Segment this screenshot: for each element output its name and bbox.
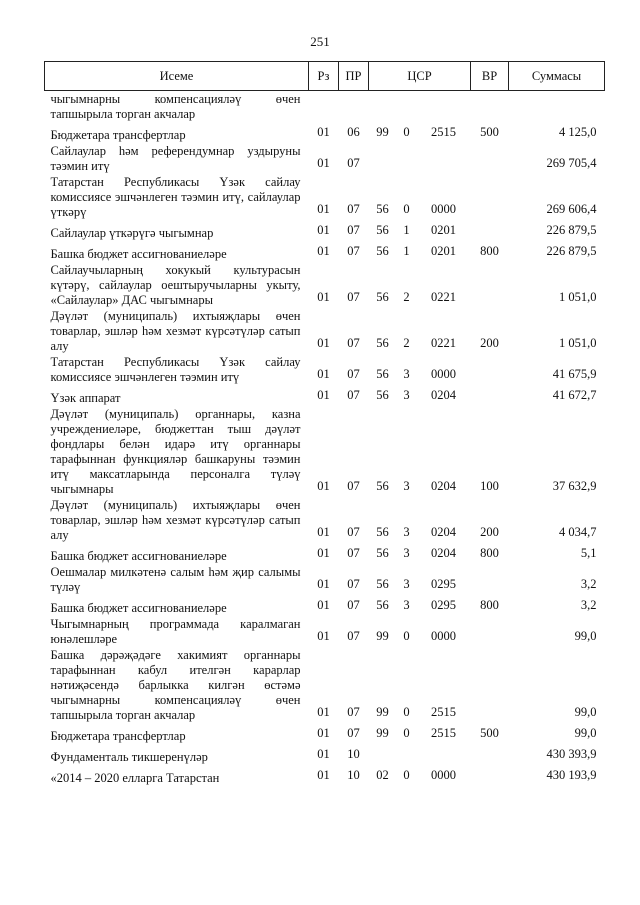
row-csr-code: 0000 [431, 202, 456, 216]
row-vr: 500 [480, 726, 499, 740]
header-vr: ВР [471, 62, 509, 91]
row-sum: 41 675,9 [552, 367, 597, 381]
row-csr-program: 56 [376, 479, 389, 493]
row-csr-sub: 1 [403, 244, 410, 258]
row-csr-code: 0000 [431, 768, 456, 782]
table-row [45, 262, 605, 308]
table-row [45, 122, 605, 143]
row-sum: 3,2 [580, 598, 597, 612]
row-csr-sub: 0 [403, 629, 410, 643]
row-name: Башка бюджет ассигнованиеләре [50, 549, 227, 563]
row-csr-program: 99 [376, 125, 389, 139]
row-csr-sub: 0 [403, 726, 410, 740]
row-name: Фундаменталь тикшеренүләр [50, 750, 208, 764]
row-vr [471, 262, 509, 308]
table-row [45, 647, 605, 723]
row-sum: 1 051,0 [559, 336, 597, 350]
row-rz [309, 91, 339, 123]
row-csr-sub: 2 [403, 336, 410, 350]
row-rz: 01 [317, 525, 330, 539]
table-row [45, 543, 605, 564]
row-csr-sub: 0 [403, 768, 410, 782]
row-rz: 01 [317, 223, 330, 237]
row-rz: 01 [317, 726, 330, 740]
row-pr: 07 [347, 629, 360, 643]
row-csr-program: 56 [376, 598, 389, 612]
row-pr: 07 [347, 336, 360, 350]
row-csr-code: 0204 [431, 388, 456, 402]
row-pr: 07 [347, 223, 360, 237]
row-csr-code: 0204 [431, 546, 456, 560]
row-vr [471, 385, 509, 406]
table-row [45, 220, 605, 241]
row-name: Чыгымнарның программада каралмаган юнәлешләре [50, 617, 301, 646]
row-csr-program: 56 [376, 223, 389, 237]
table-row [45, 744, 605, 765]
row-csr-sub: 0 [403, 125, 410, 139]
row-csr-sub: 0 [403, 202, 410, 216]
table-row [45, 595, 605, 616]
header-csr: ЦСР [369, 62, 471, 91]
row-pr: 07 [347, 598, 360, 612]
row-pr: 07 [347, 525, 360, 539]
table-row [45, 765, 605, 786]
row-sum: 4 125,0 [559, 125, 597, 139]
row-rz: 01 [317, 747, 330, 761]
row-pr: 07 [347, 705, 360, 719]
row-pr [339, 91, 369, 123]
table-row [45, 143, 605, 174]
row-vr: 100 [480, 479, 499, 493]
row-csr-code: 0000 [431, 367, 456, 381]
row-rz: 01 [317, 244, 330, 258]
row-rz: 01 [317, 290, 330, 304]
row-csr-sub [397, 91, 417, 123]
row-csr-program: 56 [376, 546, 389, 560]
row-csr-code: 0201 [431, 223, 456, 237]
header-name: Исеме [45, 62, 309, 91]
row-csr-sub: 3 [403, 546, 410, 560]
row-vr: 200 [480, 336, 499, 350]
row-name: Дәүләт (муниципаль) органнары, казна учреждениеләре, бюджеттан тыш дәүләт фондлары белән идарә итү органнары тарафыннан функцияләр башкаруны тәэмин итү максатларында персоналга түләү чыгымнары [50, 407, 301, 496]
row-csr-code [417, 744, 471, 765]
row-vr [471, 91, 509, 123]
table-row [45, 354, 605, 385]
row-csr-code: 2515 [431, 125, 456, 139]
row-vr [471, 616, 509, 647]
row-vr [471, 744, 509, 765]
header-rz: Рз [309, 62, 339, 91]
row-sum: 41 672,7 [552, 388, 597, 402]
row-sum: 3,2 [580, 577, 597, 591]
row-vr [471, 174, 509, 220]
table-row [45, 564, 605, 595]
row-csr-program: 99 [376, 629, 389, 643]
table-row [45, 406, 605, 497]
table-row [45, 91, 605, 123]
row-csr-code: 0295 [431, 577, 456, 591]
row-csr-program [369, 744, 397, 765]
row-pr: 07 [347, 244, 360, 258]
row-vr [471, 354, 509, 385]
table-row [45, 308, 605, 354]
row-rz: 01 [317, 202, 330, 216]
row-csr-sub: 3 [403, 577, 410, 591]
row-csr-sub: 3 [403, 388, 410, 402]
row-csr-sub: 3 [403, 525, 410, 539]
row-name: Бюджетара трансфертлар [50, 729, 186, 743]
row-pr: 10 [347, 768, 360, 782]
row-sum: 99,0 [574, 705, 597, 719]
row-csr-program: 99 [376, 726, 389, 740]
row-rz: 01 [317, 768, 330, 782]
row-csr-code [417, 143, 471, 174]
row-csr-program: 02 [376, 768, 389, 782]
row-csr-program [369, 143, 397, 174]
row-vr [471, 765, 509, 786]
row-rz: 01 [317, 125, 330, 139]
row-pr: 07 [347, 290, 360, 304]
row-name: Сайлаулар үткәрүгә чыгымнар [50, 226, 214, 240]
row-csr-sub: 3 [403, 598, 410, 612]
row-vr [471, 647, 509, 723]
row-csr-program: 56 [376, 336, 389, 350]
row-csr-program: 99 [376, 705, 389, 719]
row-pr: 07 [347, 156, 360, 170]
row-csr-sub [397, 143, 417, 174]
row-rz: 01 [317, 367, 330, 381]
row-sum: 269 705,4 [546, 156, 597, 170]
row-rz: 01 [317, 388, 330, 402]
row-name: чыгымнарны компенсацияләү өчен тапшырыла торган акчалар [50, 92, 301, 121]
row-vr [471, 143, 509, 174]
row-name: Сайлаулар һәм референдумнар уздыруны тәэмин итү [50, 144, 301, 173]
row-sum: 99,0 [574, 629, 597, 643]
row-vr: 800 [480, 546, 499, 560]
budget-table [44, 61, 605, 786]
row-csr-program: 56 [376, 367, 389, 381]
row-name: Татарстан Республикасы Үзәк сайлау комиссиясе эшчәнлеген тәэмин итү [50, 355, 301, 384]
row-csr-program: 56 [376, 525, 389, 539]
row-csr-program: 56 [376, 577, 389, 591]
row-csr-sub: 2 [403, 290, 410, 304]
row-name: Бюджетара трансфертлар [50, 128, 186, 142]
row-vr: 200 [480, 525, 499, 539]
row-pr: 10 [347, 747, 360, 761]
row-sum [509, 91, 605, 123]
row-sum: 37 632,9 [552, 479, 597, 493]
page-number: 251 [310, 34, 330, 49]
row-sum: 430 193,9 [546, 768, 597, 782]
row-csr-code: 0221 [431, 290, 456, 304]
row-rz: 01 [317, 705, 330, 719]
row-csr-sub: 1 [403, 223, 410, 237]
row-pr: 07 [347, 577, 360, 591]
header-pr: ПР [339, 62, 369, 91]
table-row [45, 723, 605, 744]
row-csr-code: 0295 [431, 598, 456, 612]
row-name: Татарстан Республикасы Үзәк сайлау комиссиясе эшчәнлеген тәэмин итү, сайлаулар үткәрү [50, 175, 301, 219]
row-sum: 5,1 [580, 546, 597, 560]
row-name: Дәүләт (муниципаль) ихтыяҗлары өчен товарлар, эшләр һәм хезмәт күрсәтүләр сатып алу [50, 309, 301, 353]
row-csr-code: 0204 [431, 479, 456, 493]
row-rz: 01 [317, 577, 330, 591]
row-name: Оешмалар милкәтенә салым һәм җир салымы түләү [50, 565, 301, 594]
row-csr-sub: 3 [403, 479, 410, 493]
row-pr: 07 [347, 479, 360, 493]
row-csr-code: 0204 [431, 525, 456, 539]
table-row [45, 497, 605, 543]
row-sum: 99,0 [574, 726, 597, 740]
row-name: «2014 – 2020 елларга Татарстан [50, 771, 220, 785]
row-name: Башка бюджет ассигнованиеләре [50, 601, 227, 615]
row-csr-program: 56 [376, 290, 389, 304]
table-row [45, 241, 605, 262]
row-csr-program: 56 [376, 244, 389, 258]
row-rz: 01 [317, 546, 330, 560]
row-rz: 01 [317, 598, 330, 612]
header-sum: Суммасы [509, 62, 605, 91]
row-csr-code: 0000 [431, 629, 456, 643]
row-rz: 01 [317, 479, 330, 493]
row-pr: 07 [347, 367, 360, 381]
row-sum: 269 606,4 [546, 202, 597, 216]
row-rz: 01 [317, 156, 330, 170]
row-pr: 07 [347, 726, 360, 740]
row-pr: 07 [347, 546, 360, 560]
row-vr: 800 [480, 598, 499, 612]
row-sum: 226 879,5 [546, 244, 597, 258]
row-rz: 01 [317, 336, 330, 350]
row-name: Башка дәрәҗәдәге хакимият органнары тарафыннан кабул ителгән карарлар нәтиҗәсендә барлыкка килгән өстәмә чыгымнарны компенсацияләү өчен тапшырыла торган акчалар [50, 648, 301, 722]
row-pr: 06 [347, 125, 360, 139]
row-name: Башка бюджет ассигнованиеләре [50, 247, 227, 261]
row-sum: 1 051,0 [559, 290, 597, 304]
row-name: Сайлаучыларның хокукый культурасын күтәрү, сайлаулар оештыручыларны укыту, «Сайлаулар» ДАС чыгымнары [50, 263, 301, 307]
row-csr-code: 0221 [431, 336, 456, 350]
row-csr-code: 0201 [431, 244, 456, 258]
row-name: Үзәк аппарат [50, 391, 121, 405]
row-sum: 430 393,9 [546, 747, 597, 761]
row-csr-program: 56 [376, 388, 389, 402]
row-csr-sub [397, 744, 417, 765]
row-vr [471, 564, 509, 595]
row-sum: 4 034,7 [559, 525, 597, 539]
row-vr: 500 [480, 125, 499, 139]
table-row [45, 385, 605, 406]
row-csr-program [369, 91, 397, 123]
row-csr-sub: 3 [403, 367, 410, 381]
row-vr [471, 220, 509, 241]
row-name: Дәүләт (муниципаль) ихтыяҗлары өчен товарлар, эшләр һәм хезмәт күрсәтүләр сатып алу [50, 498, 301, 542]
row-csr-program: 56 [376, 202, 389, 216]
table-header-row [45, 62, 605, 91]
row-csr-code: 2515 [431, 726, 456, 740]
row-rz: 01 [317, 629, 330, 643]
table-row [45, 616, 605, 647]
table-row [45, 174, 605, 220]
row-csr-code: 2515 [431, 705, 456, 719]
row-vr: 800 [480, 244, 499, 258]
row-sum: 226 879,5 [546, 223, 597, 237]
row-pr: 07 [347, 202, 360, 216]
row-csr-sub: 0 [403, 705, 410, 719]
row-csr-code [417, 91, 471, 123]
row-pr: 07 [347, 388, 360, 402]
